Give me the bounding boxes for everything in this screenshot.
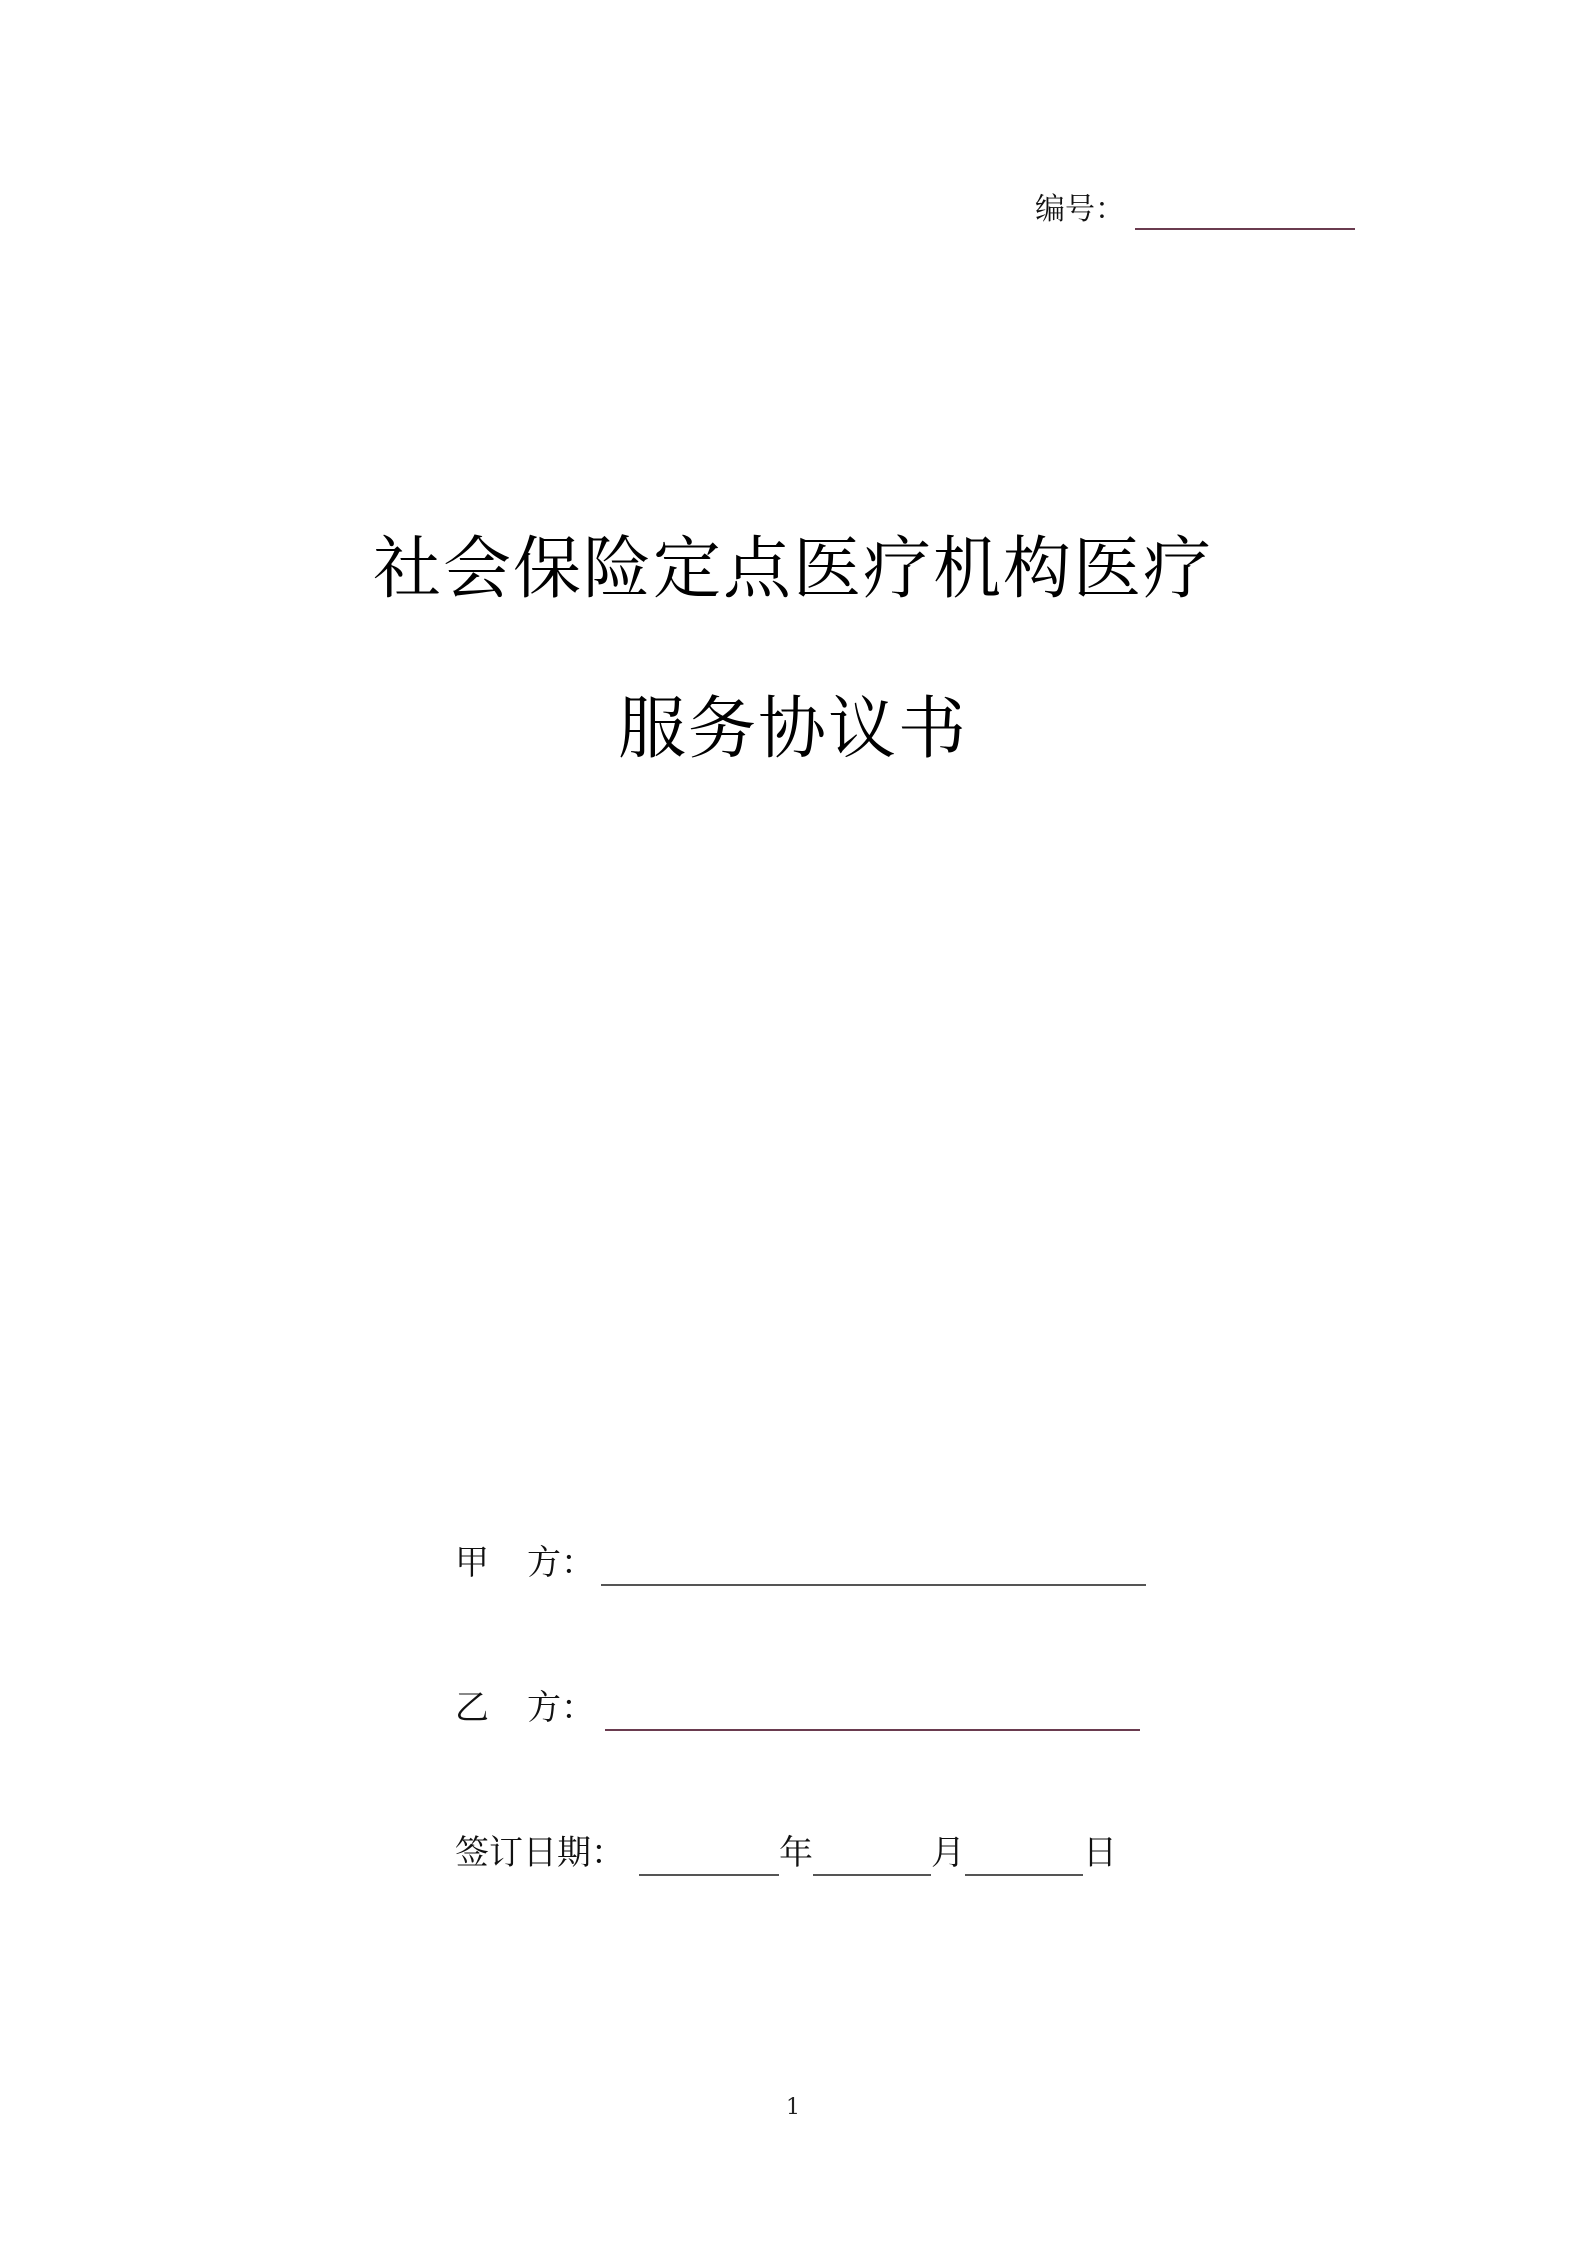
- party-a-label-char1: 甲: [455, 1543, 489, 1583]
- serial-number-blank[interactable]: [1135, 198, 1355, 230]
- sign-month-blank[interactable]: [813, 1840, 931, 1876]
- party-a-label: [455, 1540, 595, 1586]
- document-title-line-1: 社会保险定点医疗机构医疗: [372, 530, 1213, 609]
- page-number: 1: [786, 2095, 800, 2120]
- document-title-line-2: 服务协议书: [617, 690, 968, 769]
- party-a-row: [455, 1540, 1146, 1586]
- month-label: 月: [931, 1833, 965, 1873]
- sign-date-label: 签订日期：: [455, 1833, 625, 1873]
- day-label: 日: [1083, 1833, 1117, 1873]
- serial-number-line: [1035, 190, 1355, 230]
- party-b-label-char2: 方：: [527, 1688, 595, 1728]
- party-b-row: [455, 1685, 1140, 1731]
- party-a-label-char2: 方：: [527, 1543, 595, 1583]
- serial-number-label: 编号：: [1035, 192, 1125, 227]
- year-label: 年: [779, 1833, 813, 1873]
- party-a-blank[interactable]: [601, 1550, 1146, 1586]
- party-b-blank[interactable]: [605, 1695, 1140, 1731]
- party-b-label: [455, 1685, 595, 1731]
- sign-year-blank[interactable]: [639, 1840, 779, 1876]
- sign-date-row: [455, 1830, 1117, 1876]
- sign-day-blank[interactable]: [965, 1840, 1083, 1876]
- party-b-label-char1: 乙: [455, 1688, 489, 1728]
